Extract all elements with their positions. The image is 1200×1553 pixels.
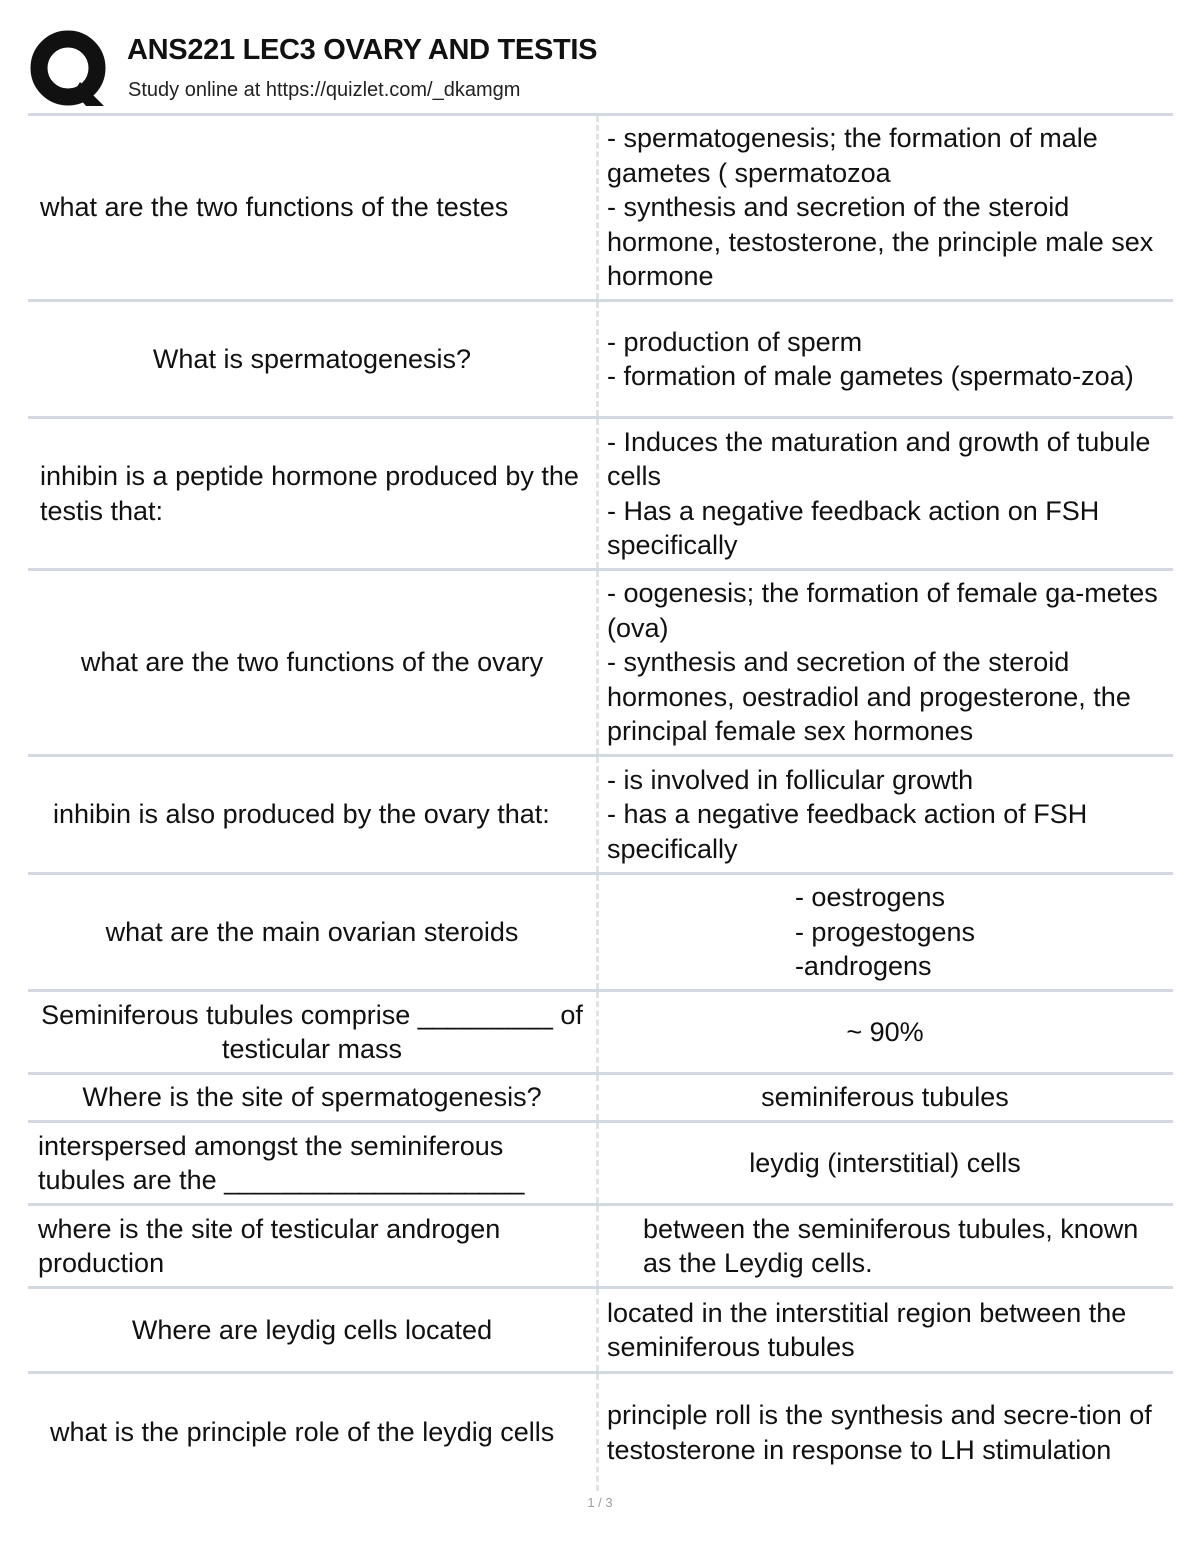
card-definition: between the seminiferous tubules, known as the Leydig cells.: [596, 1206, 1173, 1286]
card-term: Where is the site of spermatogenesis?: [82, 1082, 542, 1113]
card-definition: leydig (interstitial) cells: [596, 1123, 1173, 1203]
card-term: Seminiferous tubules comprise _________ of testicular mass: [41, 999, 583, 1064]
card-definition: located in the interstitial region between the seminiferous tubules: [596, 1289, 1173, 1371]
card-definition: - oestrogens - progestogens -androgens: [596, 875, 1173, 989]
card-row: [28, 992, 1173, 1075]
card-definition: - oogenesis; the formation of female ga-metes (ova) - synthesis and secretion of the steroid hormones, oestradiol and progesterone, the principal female sex hormones: [596, 571, 1173, 754]
card-row: [28, 1289, 1173, 1374]
card-term: What is spermatogenesis?: [152, 343, 472, 374]
card-definition: ~ 90%: [596, 992, 1173, 1072]
card-row: [28, 571, 1173, 757]
flashcard-table: [28, 113, 1173, 1491]
card-row: [28, 1123, 1173, 1206]
card-row: [28, 116, 1173, 302]
page-header: [0, 0, 1200, 114]
card-definition: - is involved in follicular growth - has a negative feedback action of FSH specifically: [596, 757, 1173, 872]
card-row: [28, 1374, 1173, 1491]
card-row: [28, 1206, 1173, 1289]
card-term: what is the principle role of the leydig cells: [50, 1417, 555, 1448]
card-term: what are the main ovarian steroids: [105, 916, 519, 947]
quizlet-logo-icon: [30, 30, 110, 110]
card-definition: seminiferous tubules: [596, 1075, 1173, 1120]
page-number: 1 / 3: [587, 1495, 613, 1510]
card-term: inhibin is also produced by the ovary that:: [53, 799, 550, 830]
card-row: [28, 302, 1173, 419]
card-row: [28, 875, 1173, 992]
study-link-text: Study online at https://quizlet.com/_dkamgm: [128, 79, 521, 101]
card-term: Where are leydig cells located: [131, 1314, 493, 1345]
document-title: ANS221 LEC3 OVARY AND TESTIS: [127, 34, 598, 66]
card-term: what are the two functions of the ovary: [80, 647, 544, 678]
card-term: where is the site of testicular androgen production: [38, 1213, 501, 1278]
card-definition: principle roll is the synthesis and secre-tion of testosterone in response to LH stimulation: [596, 1374, 1173, 1491]
card-row: [28, 419, 1173, 571]
card-definition: - spermatogenesis; the formation of male gametes ( spermatozoa - synthesis and secretion of the steroid hormone, testosterone, the principle male sex hormone: [596, 116, 1173, 299]
card-row: [28, 1075, 1173, 1123]
card-term: inhibin is a peptide hormone produced by the testis that:: [40, 461, 579, 526]
card-row: [28, 757, 1173, 875]
card-definition: - Induces the maturation and growth of tubule cells - Has a negative feedback action on FSH specifically: [596, 419, 1173, 568]
card-definition: - production of sperm - formation of male gametes (spermato-zoa): [596, 302, 1173, 416]
card-term: what are the two functions of the testes: [40, 192, 509, 223]
card-term: interspersed amongst the seminiferous tubules are the ____________________: [38, 1130, 525, 1195]
